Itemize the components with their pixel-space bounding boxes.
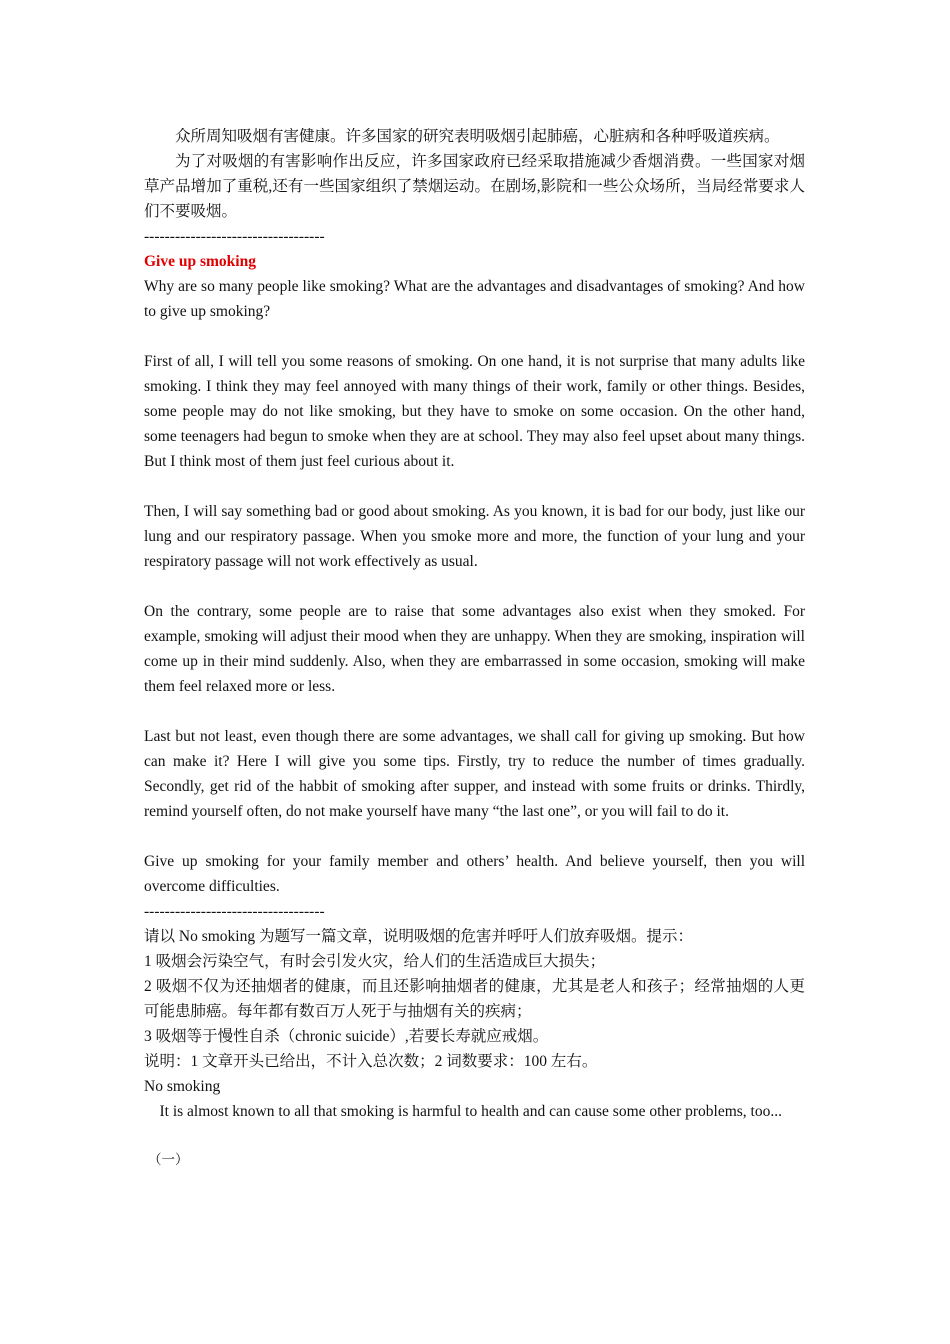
separator-line: -----------------------------------	[144, 903, 325, 920]
essay-title: Give up smoking	[144, 253, 256, 270]
separator-line: -----------------------------------	[144, 228, 325, 245]
essay-paragraph-5: Give up smoking for your family member and others’ health. And believe yourself, then you will overcome difficulties.	[144, 853, 805, 895]
paragraph-gap	[144, 574, 805, 599]
document-page	[144, 124, 805, 1172]
task-note: 说明：1 文章开头已给出，不计入总次数；2 词数要求：100 左右。	[144, 1053, 598, 1070]
essay-question: Why are so many people like smoking? What are the advantages and disadvantages of smoking? And how to give up smoking?	[144, 278, 805, 320]
paragraph-gap	[144, 824, 805, 849]
task-hint-3: 3 吸烟等于慢性自杀（chronic suicide）,若要长寿就应戒烟。	[144, 1028, 549, 1045]
paragraph-gap	[144, 324, 805, 349]
essay-paragraph-3: On the contrary, some people are to raise that some advantages also exist when they smoked. For example, smoking will adjust their mood when they are unhappy. When they are smoking, inspiration will come up in their mind suddenly. Also, when they are embarrassed in some occasion, smoking will make them feel relaxed more or less.	[144, 603, 805, 695]
task-essay-title: No smoking	[144, 1078, 221, 1095]
essay-paragraph-1: First of all, I will tell you some reasons of smoking. On one hand, it is not surprise that many adults like smoking. I think they may feel annoyed with many things of their work, family or other things. Besides, some people may do not like smoking, but they have to smoke on some occasion. On the other hand, some teenagers had begun to smoke when they are at school. They may also feel upset about many things. But I think most of them just feel curious about it.	[144, 353, 805, 470]
task-hint-2: 2 吸烟不仅为还抽烟者的健康，而且还影响抽烟者的健康，尤其是老人和孩子；经常抽烟的人更可能患肺癌。每年都有数百万人死于与抽烟有关的疾病；	[144, 978, 805, 1020]
task-hint-1: 1 吸烟会污染空气，有时会引发火灾，给人们的生活造成巨大损失；	[144, 953, 606, 970]
essay-paragraph-4: Last but not least, even though there are some advantages, we shall call for giving up smoking. But how can make it? Here I will give you some tips. Firstly, try to reduce the number of times gradually. Secondly, get rid of the habbit of smoking after supper, and instead with some fruits or drinks. Thirdly, remind yourself often, do not make yourself have many “the last one”, or you will fail to do it.	[144, 728, 805, 820]
task-prompt: 请以 No smoking 为题写一篇文章，说明吸烟的危害并呼吁人们放弃吸烟。提示：	[144, 928, 693, 945]
paragraph-gap	[144, 474, 805, 499]
essay-paragraph-2: Then, I will say something bad or good about smoking. As you known, it is bad for our body, just like our lung and our respiratory passage. When you smoke more and more, the function of your lung and your respiratory passage will not work effectively as usual.	[144, 503, 805, 570]
section-marker: （一）	[148, 1152, 189, 1167]
intro-paragraph-2: 为了对吸烟的有害影响作出反应，许多国家政府已经采取措施减少香烟消费。一些国家对烟草产品增加了重税,还有一些国家组织了禁烟运动。在剧场,影院和一些公众场所，当局经常要求人们不要吸烟。	[144, 153, 805, 220]
paragraph-gap	[144, 699, 805, 724]
task-essay-start: It is almost known to all that smoking is harmful to health and can cause some other problems, too...	[159, 1103, 782, 1120]
intro-paragraph-1: 众所周知吸烟有害健康。许多国家的研究表明吸烟引起肺癌，心脏病和各种呼吸道疾病。	[175, 128, 780, 145]
